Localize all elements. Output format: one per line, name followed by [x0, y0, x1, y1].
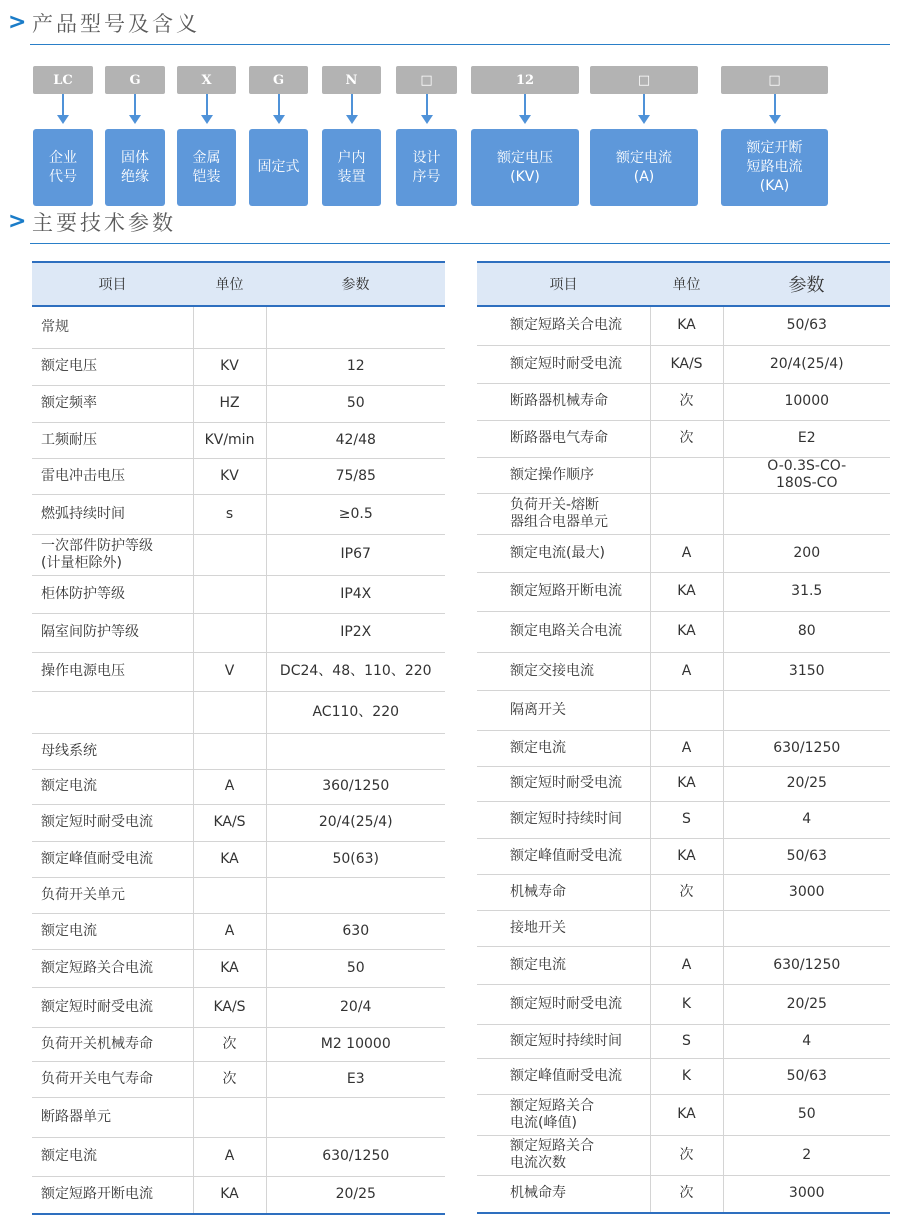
cell-item: 额定短路关合电流	[477, 306, 650, 345]
table-row	[477, 766, 890, 801]
table-row	[477, 383, 890, 420]
cell-value: 50	[266, 949, 445, 987]
cell-item: 断路器电气寿命	[477, 420, 650, 457]
cell-item: 额定短路开断电流	[32, 1176, 193, 1214]
table-row	[32, 494, 445, 534]
cell-value: 50	[266, 385, 445, 422]
cell-unit: A	[193, 769, 266, 804]
cell-unit: KA	[193, 841, 266, 877]
table-row	[32, 1027, 445, 1061]
cell-unit: KA/S	[650, 345, 723, 383]
divider	[30, 243, 890, 244]
cell-value	[266, 733, 445, 769]
cell-value: 20/25	[266, 1176, 445, 1214]
cell-item: 额定短路关合 电流次数	[477, 1135, 650, 1175]
cell-item: 柜体防护等级	[32, 575, 193, 613]
table-row	[477, 690, 890, 730]
cell-unit: KA	[650, 766, 723, 801]
model-code-box: G	[249, 66, 308, 94]
cell-value: 50/63	[723, 1058, 890, 1094]
table-row	[477, 1175, 890, 1213]
table-row	[32, 733, 445, 769]
cell-unit: S	[650, 801, 723, 838]
cell-unit: KV	[193, 348, 266, 385]
cell-value: 10000	[723, 383, 890, 420]
cell-value: 50(63)	[266, 841, 445, 877]
spec-table-left	[32, 261, 445, 1215]
cell-value: 4	[723, 1024, 890, 1058]
cell-unit	[650, 493, 723, 534]
cell-unit	[650, 457, 723, 493]
table-row	[477, 730, 890, 766]
cell-unit	[193, 733, 266, 769]
cell-value: O-0.3S-CO- 180S-CO	[723, 457, 890, 493]
table-row	[32, 691, 445, 733]
table-row	[477, 611, 890, 652]
cell-value: 2	[723, 1135, 890, 1175]
cell-item: 额定短时耐受电流	[477, 984, 650, 1024]
section-title: 产品型号及含义	[32, 12, 200, 36]
cell-item: 额定电流(最大)	[477, 534, 650, 572]
table-row	[32, 385, 445, 422]
model-meaning-box: 企业 代号	[33, 129, 93, 206]
cell-value: M2 10000	[266, 1027, 445, 1061]
cell-value: 50/63	[723, 306, 890, 345]
section-header-model	[8, 8, 890, 45]
cell-value: 50/63	[723, 838, 890, 874]
cell-item: 额定电压	[32, 348, 193, 385]
table-row	[32, 841, 445, 877]
cell-item: 雷电冲击电压	[32, 458, 193, 494]
cell-unit	[193, 877, 266, 913]
cell-unit	[193, 575, 266, 613]
model-meaning-box: 户内 装置	[322, 129, 381, 206]
cell-unit	[193, 534, 266, 575]
cell-unit: K	[650, 1058, 723, 1094]
cell-value: DC24、48、110、220	[266, 652, 445, 691]
cell-item: 额定电流	[32, 913, 193, 949]
cell-item: 母线系统	[32, 733, 193, 769]
table-row	[477, 345, 890, 383]
arrow-down-icon	[774, 94, 776, 120]
cell-value	[723, 493, 890, 534]
cell-unit: A	[650, 730, 723, 766]
header-unit: 单位	[650, 262, 723, 306]
table-row	[477, 838, 890, 874]
cell-value: 360/1250	[266, 769, 445, 804]
cell-item: 负荷开关机械寿命	[32, 1027, 193, 1061]
cell-value: 4	[723, 801, 890, 838]
cell-value: 20/4(25/4)	[723, 345, 890, 383]
model-code-box: □	[721, 66, 828, 94]
cell-item: 额定操作顺序	[477, 457, 650, 493]
table-row	[477, 801, 890, 838]
cell-unit: 次	[650, 420, 723, 457]
header-value: 参数	[723, 262, 890, 306]
model-code-box: □	[396, 66, 457, 94]
cell-item: 燃弧持续时间	[32, 494, 193, 534]
cell-unit: s	[193, 494, 266, 534]
cell-unit: KA	[650, 306, 723, 345]
table-row	[477, 493, 890, 534]
cell-item: 额定短时耐受电流	[477, 345, 650, 383]
table-row	[477, 420, 890, 457]
cell-unit: V	[193, 652, 266, 691]
cell-item: 额定短路关合电流	[32, 949, 193, 987]
cell-value: 630/1250	[266, 1137, 445, 1176]
cell-unit: A	[650, 534, 723, 572]
model-meaning-box: 金属 铠装	[177, 129, 236, 206]
arrow-down-icon	[643, 94, 645, 120]
table-row	[32, 1061, 445, 1097]
model-code-box: LC	[33, 66, 93, 94]
cell-item: 额定电流	[32, 769, 193, 804]
cell-unit: A	[193, 913, 266, 949]
cell-item: 额定短时持续时间	[477, 1024, 650, 1058]
cell-value: 42/48	[266, 422, 445, 458]
cell-unit	[193, 691, 266, 733]
table-row	[477, 946, 890, 984]
cell-item: 机械寿命	[477, 874, 650, 910]
table-row	[477, 652, 890, 690]
cell-unit: KV	[193, 458, 266, 494]
cell-value: 12	[266, 348, 445, 385]
table-row	[32, 422, 445, 458]
cell-unit: K	[650, 984, 723, 1024]
cell-item: 额定短时耐受电流	[32, 804, 193, 841]
arrow-down-icon	[426, 94, 428, 120]
cell-unit: A	[193, 1137, 266, 1176]
cell-item: 常规	[32, 306, 193, 348]
arrow-down-icon	[62, 94, 64, 120]
cell-item: 机械命寿	[477, 1175, 650, 1213]
cell-value: IP67	[266, 534, 445, 575]
table-row	[477, 874, 890, 910]
cell-unit: 次	[650, 874, 723, 910]
cell-unit	[650, 690, 723, 730]
table-row	[32, 575, 445, 613]
model-code-box: N	[322, 66, 381, 94]
table-row	[32, 306, 445, 348]
table-row	[477, 1024, 890, 1058]
table-row	[477, 984, 890, 1024]
chevron-right-icon: >	[8, 10, 27, 35]
table-row	[32, 769, 445, 804]
cell-unit: KA	[193, 949, 266, 987]
cell-item: 负荷开关电气寿命	[32, 1061, 193, 1097]
table-row	[477, 1135, 890, 1175]
arrow-down-icon	[524, 94, 526, 120]
cell-item: 负荷开关-熔断 器组合电器单元	[477, 493, 650, 534]
table-row	[477, 1094, 890, 1135]
cell-item: 额定峰值耐受电流	[477, 1058, 650, 1094]
cell-value	[266, 306, 445, 348]
table-row	[32, 1137, 445, 1176]
cell-value: 80	[723, 611, 890, 652]
table-row	[477, 306, 890, 345]
cell-value: 630/1250	[723, 730, 890, 766]
cell-item: 额定短路开断电流	[477, 572, 650, 611]
arrow-down-icon	[351, 94, 353, 120]
cell-unit: S	[650, 1024, 723, 1058]
cell-value: 31.5	[723, 572, 890, 611]
cell-value: 20/25	[723, 984, 890, 1024]
model-meaning-box: 设计 序号	[396, 129, 457, 206]
cell-value: 3000	[723, 874, 890, 910]
cell-unit: KA	[650, 611, 723, 652]
cell-item: 额定短时耐受电流	[32, 987, 193, 1027]
cell-value	[266, 877, 445, 913]
table-row	[32, 987, 445, 1027]
divider	[30, 44, 890, 45]
cell-unit: HZ	[193, 385, 266, 422]
table-row	[477, 572, 890, 611]
table-row	[477, 534, 890, 572]
cell-item: 工频耐压	[32, 422, 193, 458]
cell-unit	[650, 910, 723, 946]
header-value: 参数	[266, 262, 445, 306]
cell-item: 操作电源电压	[32, 652, 193, 691]
cell-unit: A	[650, 652, 723, 690]
cell-item: 额定峰值耐受电流	[32, 841, 193, 877]
cell-unit: KA	[650, 572, 723, 611]
chevron-right-icon: >	[8, 209, 27, 234]
cell-value: 3150	[723, 652, 890, 690]
model-meaning-box: 固定式	[249, 129, 308, 206]
arrow-down-icon	[278, 94, 280, 120]
cell-item: 接地开关	[477, 910, 650, 946]
cell-item: 额定电流	[477, 730, 650, 766]
cell-unit: 次	[193, 1061, 266, 1097]
cell-value: 200	[723, 534, 890, 572]
cell-value: IP4X	[266, 575, 445, 613]
cell-item: 断路器机械寿命	[477, 383, 650, 420]
cell-unit: KV/min	[193, 422, 266, 458]
cell-unit: KA/S	[193, 987, 266, 1027]
cell-item: 额定峰值耐受电流	[477, 838, 650, 874]
cell-value: 20/4(25/4)	[266, 804, 445, 841]
header-item: 项目	[477, 262, 650, 306]
cell-value: IP2X	[266, 613, 445, 652]
table-row	[477, 1058, 890, 1094]
cell-value: 20/4	[266, 987, 445, 1027]
table-row	[477, 457, 890, 493]
table-row	[32, 534, 445, 575]
cell-value: 20/25	[723, 766, 890, 801]
cell-value	[723, 690, 890, 730]
cell-unit: KA	[650, 838, 723, 874]
section-title: 主要技术参数	[32, 211, 176, 235]
cell-item: 隔离开关	[477, 690, 650, 730]
cell-item: 隔室间防护等级	[32, 613, 193, 652]
cell-item: 额定交接电流	[477, 652, 650, 690]
cell-unit	[193, 613, 266, 652]
cell-unit: 次	[650, 1135, 723, 1175]
model-meaning-box: 额定电流 (A)	[590, 129, 698, 206]
cell-unit: 次	[650, 383, 723, 420]
cell-item: 负荷开关单元	[32, 877, 193, 913]
cell-item: 额定电流	[477, 946, 650, 984]
cell-unit: 次	[650, 1175, 723, 1213]
cell-unit	[193, 1097, 266, 1137]
spec-table-right	[477, 261, 890, 1214]
table-row	[32, 804, 445, 841]
cell-unit: A	[650, 946, 723, 984]
model-meaning-box: 固体 绝缘	[105, 129, 165, 206]
table-header-row	[477, 262, 890, 306]
table-row	[32, 877, 445, 913]
table-row	[477, 910, 890, 946]
cell-value	[266, 1097, 445, 1137]
cell-value: 50	[723, 1094, 890, 1135]
cell-item: 额定电流	[32, 1137, 193, 1176]
cell-item: 一次部件防护等级 (计量柜除外)	[32, 534, 193, 575]
model-code-box: G	[105, 66, 165, 94]
cell-item: 额定短时持续时间	[477, 801, 650, 838]
model-code-box: □	[590, 66, 698, 94]
model-meaning-box: 额定电压 (KV)	[471, 129, 579, 206]
cell-unit: KA	[650, 1094, 723, 1135]
table-row	[32, 1176, 445, 1214]
cell-unit: 次	[193, 1027, 266, 1061]
cell-item: 额定电路关合电流	[477, 611, 650, 652]
table-row	[32, 613, 445, 652]
table-header-row	[32, 262, 445, 306]
cell-value: 630/1250	[723, 946, 890, 984]
model-code-box: 12	[471, 66, 579, 94]
cell-item: 额定短路关合 电流(峰值)	[477, 1094, 650, 1135]
header-unit: 单位	[193, 262, 266, 306]
cell-unit: KA/S	[193, 804, 266, 841]
table-row	[32, 1097, 445, 1137]
section-header-tech	[8, 207, 890, 244]
cell-item: 额定频率	[32, 385, 193, 422]
arrow-down-icon	[134, 94, 136, 120]
cell-value: 630	[266, 913, 445, 949]
header-item: 项目	[32, 262, 193, 306]
table-row	[32, 913, 445, 949]
cell-item	[32, 691, 193, 733]
cell-unit: KA	[193, 1176, 266, 1214]
cell-value: 3000	[723, 1175, 890, 1213]
cell-item: 断路器单元	[32, 1097, 193, 1137]
table-row	[32, 652, 445, 691]
cell-unit	[193, 306, 266, 348]
cell-value	[723, 910, 890, 946]
table-row	[32, 949, 445, 987]
arrow-down-icon	[206, 94, 208, 120]
cell-value: 75/85	[266, 458, 445, 494]
model-code-box: X	[177, 66, 236, 94]
table-row	[32, 458, 445, 494]
model-meaning-box: 额定开断 短路电流 (KA)	[721, 129, 828, 206]
cell-item: 额定短时耐受电流	[477, 766, 650, 801]
cell-value: AC110、220	[266, 691, 445, 733]
table-row	[32, 348, 445, 385]
cell-value: E2	[723, 420, 890, 457]
cell-value: E3	[266, 1061, 445, 1097]
cell-value: ≥0.5	[266, 494, 445, 534]
